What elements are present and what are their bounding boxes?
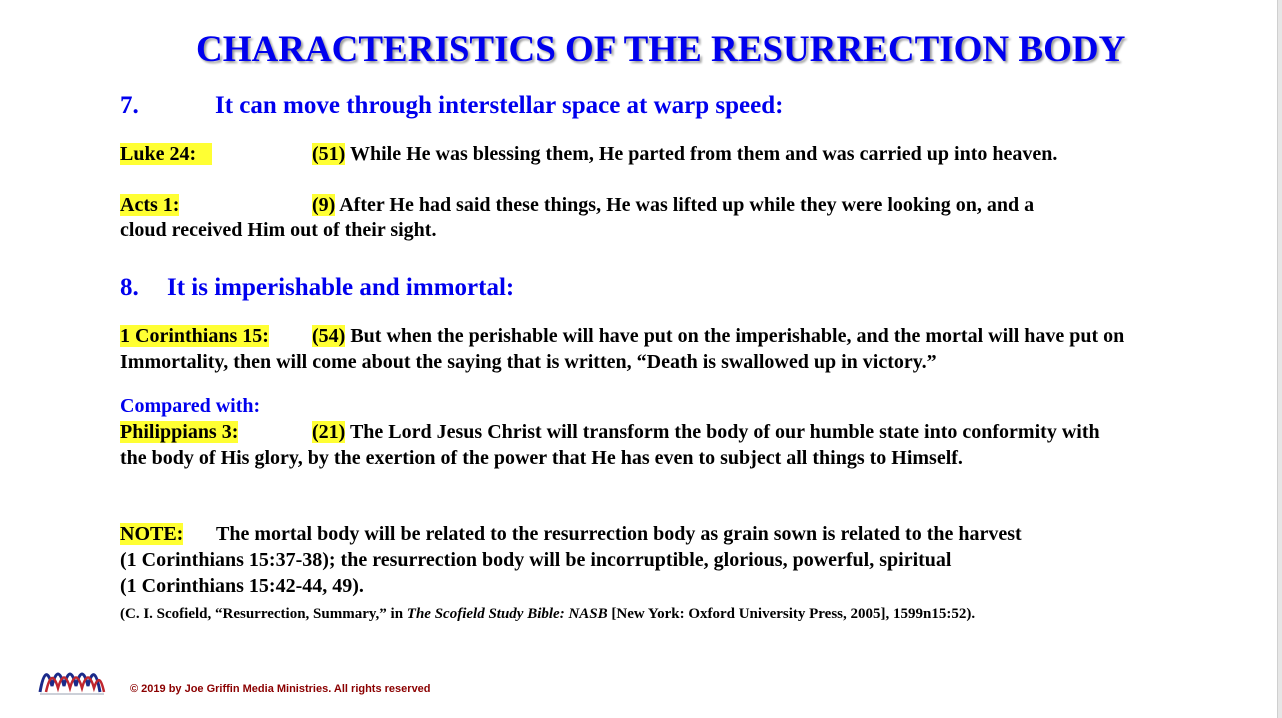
section-8-number: 8. — [120, 274, 139, 301]
acts-verse-text-2: cloud received Him out of their sight. — [120, 219, 437, 241]
citation-book-title: The Scofield Study Bible: NASB — [406, 606, 608, 622]
citation — [120, 606, 975, 623]
corinthians-verse-text-2: Immortality, then will come about the saying that is written, “Death is swallowed up in victory.” — [120, 351, 937, 373]
citation-suffix: [New York: Oxford University Press, 2005], 1599n15:52). — [607, 606, 976, 622]
luke-verse-number: (51) — [312, 143, 346, 165]
section-8-heading — [120, 274, 515, 302]
compared-with-label: Compared with: — [120, 395, 261, 417]
philippians-verse-text-2: the body of His glory, by the exertion of the power that He has even to subject all things to Himself. — [120, 447, 963, 469]
copyright-text: © 2019 by Joe Griffin Media Ministries. All rights reserved — [130, 683, 431, 695]
window-edge — [1277, 0, 1282, 718]
section-7-heading — [120, 92, 784, 120]
section-7-number: 7. — [120, 92, 139, 119]
note-label: NOTE: — [120, 523, 184, 545]
philippians-verse-text-1: The Lord Jesus Christ will transform the body of our humble state into conformity with — [345, 421, 1100, 443]
note-text-1: The mortal body will be related to the resurrection body as grain sown is related to the harvest — [216, 523, 1022, 545]
acts-reference: Acts 1: — [120, 194, 180, 216]
acts-verse — [120, 192, 1220, 218]
corinthians-reference: 1 Corinthians 15: — [120, 325, 269, 347]
acts-verse-number: (9) — [312, 194, 336, 216]
philippians-reference: Philippians 3: — [120, 421, 239, 443]
citation-prefix: (C. I. Scofield, “Resurrection, Summary,” in — [120, 606, 407, 622]
section-8-title: It is imperishable and immortal: — [167, 274, 515, 301]
luke-reference: Luke 24: — [120, 143, 212, 165]
corinthians-verse — [120, 323, 1220, 349]
wave-logo-icon — [38, 666, 106, 696]
section-7-title: It can move through interstellar space at warp speed: — [215, 92, 784, 119]
acts-verse-text-1: After He had said these things, He was lifted up while they were looking on, and a — [335, 194, 1035, 216]
corinthians-verse-text-1: But when the perishable will have put on the imperishable, and the mortal will have put on — [345, 325, 1125, 347]
luke-verse-text: While He was blessing them, He parted from them and was carried up into heaven. — [345, 143, 1058, 165]
philippians-verse — [120, 419, 1220, 445]
slide-title: CHARACTERISTICS OF THE RESURRECTION BODY — [196, 29, 1126, 70]
note-text-3: (1 Corinthians 15:42-44, 49). — [120, 575, 364, 597]
luke-verse — [120, 141, 1220, 167]
note-paragraph — [120, 521, 1220, 547]
philippians-verse-number: (21) — [312, 421, 346, 443]
corinthians-verse-number: (54) — [312, 325, 346, 347]
note-text-2: (1 Corinthians 15:37-38); the resurrection body will be incorruptible, glorious, powerful, spiritual — [120, 549, 952, 571]
